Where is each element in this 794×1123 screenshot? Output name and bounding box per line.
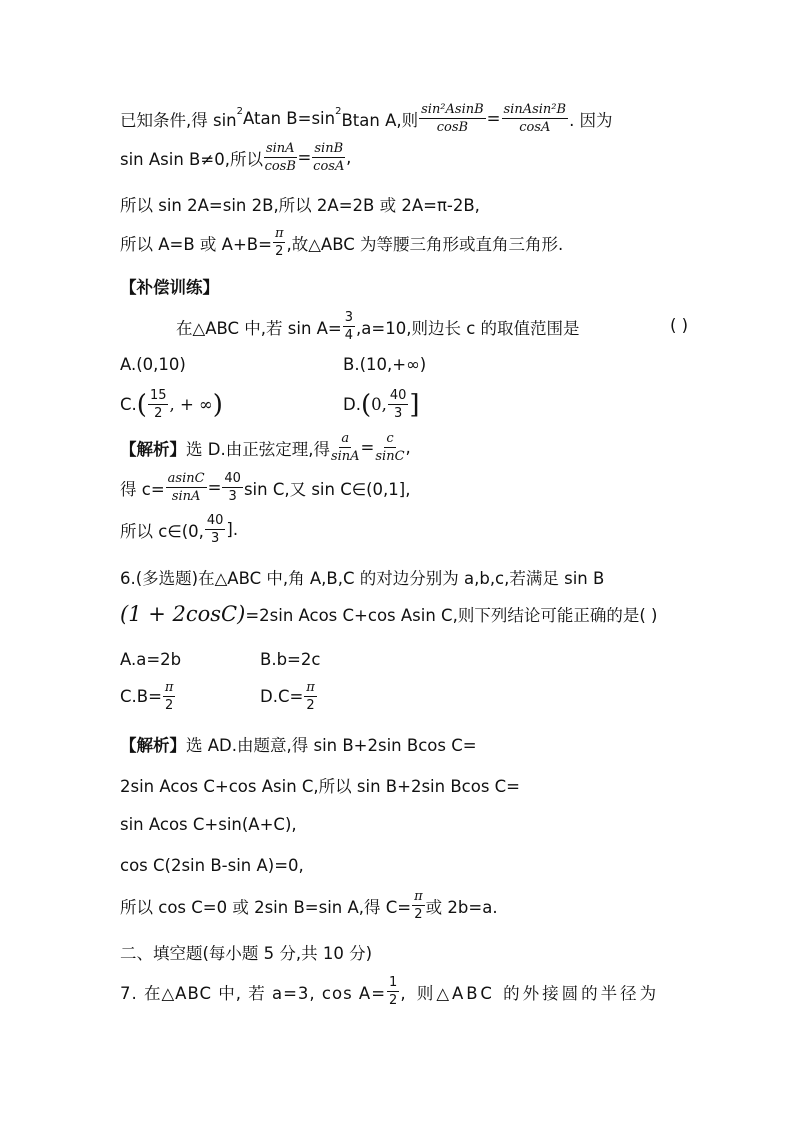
fraction	[264, 142, 297, 173]
text: 所以 cos C=0 或 2sin B=sin A,得 C=	[120, 897, 412, 917]
paren: (	[136, 389, 147, 420]
fraction	[148, 389, 169, 420]
option-text: B.b=2c	[260, 650, 321, 669]
text: ,	[405, 438, 411, 457]
denominator: cosA	[313, 159, 345, 174]
numerator: 40	[389, 388, 407, 403]
text: . 因为	[569, 110, 613, 130]
paren: (	[360, 389, 372, 420]
equals: =	[297, 148, 312, 167]
fraction	[331, 432, 360, 463]
fraction	[163, 681, 176, 712]
numerator: sin²AsinB	[421, 102, 484, 117]
analysis-6-line-2	[120, 773, 520, 797]
option-text: D.C=	[260, 687, 304, 706]
option-label: D.	[343, 395, 361, 414]
denominator: 2	[306, 698, 315, 713]
question-7	[120, 976, 659, 1007]
numerator: c	[386, 431, 394, 446]
blank: ( )	[670, 316, 689, 335]
option-a	[120, 355, 186, 374]
denominator: 2	[389, 993, 398, 1008]
fraction	[343, 311, 355, 342]
numerator: asinC	[167, 471, 205, 486]
text: Atan B=sin	[243, 109, 336, 128]
text: 所以 c∈(0,	[120, 521, 204, 541]
option-text: C.B=	[120, 687, 162, 706]
text: 7. 在△ABC 中, 若 a=3, cos A=	[120, 983, 387, 1003]
text: cos C(2sin B-sin A)=0,	[120, 856, 304, 875]
numerator: 15	[149, 388, 167, 403]
section-heading-fill-in	[120, 940, 372, 964]
text: Btan A,则	[341, 110, 419, 130]
question-6-line-1	[120, 565, 604, 589]
fraction	[502, 103, 569, 134]
analysis-tag: 【解析】	[120, 736, 186, 755]
text: 0,	[371, 395, 387, 414]
option-text: B.(10,+∞)	[343, 355, 427, 374]
fraction	[312, 142, 345, 173]
answer-blank	[670, 316, 688, 335]
text: =2sin Acos C+cos Asin C,则下列结论可能正确的是( )	[245, 606, 658, 625]
solution-line-2	[120, 142, 351, 173]
question-6-line-2	[120, 602, 657, 626]
section-heading-supplement	[120, 274, 219, 298]
numerator: a	[341, 431, 350, 446]
denominator: 2	[154, 406, 163, 421]
numerator: sinB	[314, 141, 344, 156]
fraction	[375, 432, 404, 463]
option-6b	[260, 650, 320, 669]
numerator: π	[306, 680, 315, 695]
text: 所以 sin 2A=sin 2B,所以 2A=2B 或 2A=π-2B,	[120, 196, 480, 215]
numerator: 40	[224, 471, 241, 486]
text: 得 c=	[120, 479, 165, 499]
fraction	[388, 389, 409, 420]
option-b	[343, 355, 426, 374]
analysis-6-line-3	[120, 815, 297, 834]
text: ,	[346, 148, 352, 167]
numerator: 1	[389, 975, 398, 990]
text: 已知条件,得 sin	[120, 110, 237, 130]
superscript: 2	[335, 106, 342, 117]
denominator: 3	[228, 489, 237, 504]
math-expression: (1 + 2cosC)	[120, 602, 246, 626]
text: 选 AD.由题意,得 sin B+2sin Bcos C=	[186, 736, 477, 755]
fraction	[304, 681, 317, 712]
text: 或 2b=a.	[425, 897, 498, 917]
text: sin Asin B≠0,所以	[120, 149, 263, 169]
fraction	[273, 227, 286, 258]
paren: ]	[409, 389, 420, 420]
text: sin Acos C+sin(A+C),	[120, 815, 297, 834]
text: 6.(多选题)在△ABC 中,角 A,B,C 的对边分别为 a,b,c,若满足 sin B	[120, 569, 605, 588]
fraction	[222, 472, 243, 503]
solution-line-1	[120, 103, 613, 134]
text: , 则△ABC 的外接圆的半径为	[400, 983, 660, 1003]
denominator: 2	[275, 244, 284, 259]
denominator: sinA	[171, 489, 201, 504]
text: sin C,又 sin C∈(0,1],	[243, 479, 411, 499]
denominator: 3	[211, 531, 220, 546]
denominator: 2	[414, 907, 423, 922]
denominator: 2	[165, 698, 174, 713]
text: 所以 A=B 或 A+B=	[120, 234, 272, 254]
denominator: 4	[344, 328, 354, 343]
text: , + ∞	[169, 395, 213, 414]
equals: =	[207, 478, 222, 497]
numerator: 3	[344, 310, 354, 325]
option-c	[120, 389, 223, 420]
equals: =	[360, 438, 375, 457]
text: 选 D.由正弦定理,得	[186, 439, 330, 459]
option-text: A.(0,10)	[120, 355, 186, 374]
numerator: 40	[206, 513, 224, 528]
denominator: sinC	[375, 449, 405, 464]
text: 2sin Acos C+cos Asin C,所以 sin B+2sin Bcos C=	[120, 777, 521, 796]
analysis-tag: 【解析】	[120, 439, 186, 459]
text: ,故△ABC 为等腰三角形或直角三角形.	[286, 234, 564, 254]
heading: 二、填空题(每小题 5 分,共 10 分)	[120, 944, 373, 963]
analysis-line-2	[120, 472, 410, 503]
numerator: π	[414, 889, 423, 904]
heading: 【补偿训练】	[120, 278, 219, 297]
question-supplement	[176, 311, 580, 342]
option-6c	[120, 681, 176, 712]
numerator: π	[274, 226, 284, 241]
solution-line-4	[120, 227, 563, 258]
option-6d	[260, 681, 318, 712]
denominator: cosA	[519, 120, 551, 135]
denominator: sinA	[330, 449, 360, 464]
fraction	[387, 976, 399, 1007]
fraction	[419, 103, 486, 134]
denominator: cosB	[436, 120, 469, 135]
fraction	[412, 890, 425, 921]
option-d	[343, 389, 420, 420]
denominator: cosB	[264, 159, 296, 174]
text: 在△ABC 中,若 sin A=	[176, 318, 342, 338]
analysis-6-line-1	[120, 732, 477, 756]
option-text: A.a=2b	[120, 650, 182, 669]
analysis-line-3	[120, 514, 238, 545]
option-6a	[120, 650, 181, 669]
denominator: 3	[393, 406, 403, 421]
text: ,a=10,则边长 c 的取值范围是	[356, 318, 580, 338]
superscript: 2	[236, 106, 244, 117]
analysis-line-1	[120, 432, 411, 463]
fraction	[166, 472, 207, 503]
numerator: sinAsin²B	[503, 102, 567, 117]
option-label: C.	[120, 395, 137, 414]
fraction	[205, 514, 226, 545]
numerator: π	[164, 680, 174, 695]
equals: =	[486, 109, 501, 128]
text: ].	[226, 520, 239, 539]
solution-line-3	[120, 192, 480, 216]
paren: )	[212, 389, 223, 420]
analysis-6-line-5	[120, 890, 498, 921]
numerator: sinA	[265, 141, 295, 156]
analysis-6-line-4	[120, 856, 304, 875]
